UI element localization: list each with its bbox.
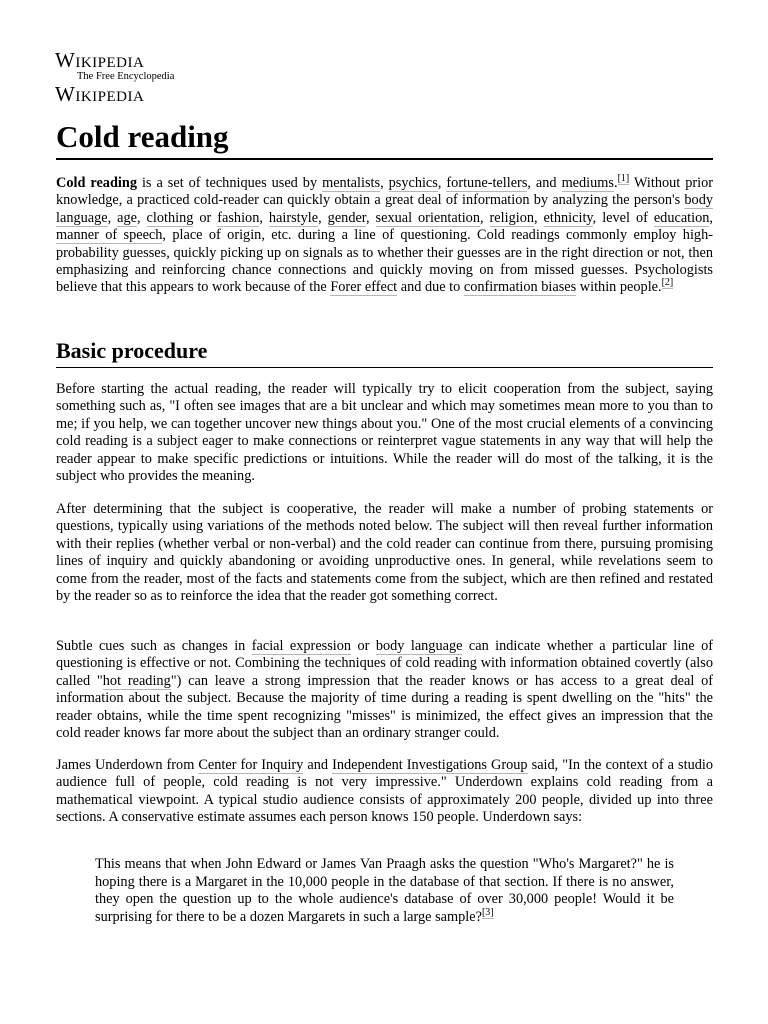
link-mentalists[interactable]: mentalists — [322, 175, 381, 191]
link-clothing[interactable]: clothing — [146, 209, 194, 226]
intro-paragraph: Cold reading is a set of techniques used by mentalists, psychics, fortune-tellers, and mediums.[1] Without prior knowledge, a practiced cold-reader can quickly obtain a great deal of information by analyzing the person's body language, age, clothing or fashion, hairstyle, gender, sexual orientation, religion, ethnicity, level of education, manner of speech, place of origin, etc. during a line of questioning. Cold readings commonly employ high-probability guesses, quickly picking up on signals as to whether their guesses are in the right direction or not, then emphasizing and reinforcing chance connections and quickly moving on from missed guesses. Psychologists believe that this appears to work because of the Forer effect and due to confirmation biases within people.[2] — [56, 173, 713, 296]
procedure-paragraph-1-wrap — [56, 381, 713, 485]
link-religion[interactable]: religion — [489, 209, 534, 226]
link-psychics[interactable]: psychics — [388, 175, 438, 191]
link-education[interactable]: education — [653, 209, 710, 226]
procedure-paragraph-4: James Underdown from Center for Inquiry and Independent Investigations Group said, "In the context of a studio audience full of people, cold reading is not very impressive." Underdown explains cold reading from a mathematical viewpoint. A typical studio audience consists of approximately 200 people, divided up into three sections. A conservative estimate assumes each person knows 150 people. Underdown says: — [56, 757, 714, 826]
section-heading-wrap — [56, 337, 713, 368]
intro-section — [56, 175, 713, 297]
link-body-language[interactable]: body language — [375, 638, 463, 654]
link-hairstyle[interactable]: hairstyle — [268, 209, 319, 226]
link-gender[interactable]: gender — [327, 209, 366, 226]
link-confirmation-biases[interactable]: confirmation biases — [463, 279, 577, 296]
link-manner-of-speech[interactable]: manner of speech — [56, 227, 163, 244]
citation-3[interactable]: [3] — [481, 906, 494, 918]
link-fashion[interactable]: fashion — [217, 209, 260, 226]
quote-text: This means that when John Edward or James Van Praagh asks the question "Who's Margaret?" he is hoping there is a Margaret in the 10,000 people in the database of that section. If there is no answer, they open the question up to the whole audience's database of over 30,000 people! Would it be surprising for there to be a dozen Margarets in such a large sample?[3] — [95, 856, 674, 925]
logo-wordmark-bottom: Wikipedia — [55, 82, 145, 106]
link-center-for-inquiry[interactable]: Center for Inquiry — [198, 757, 304, 773]
link-age[interactable]: age — [117, 209, 137, 226]
procedure-paragraph-1: Before starting the actual reading, the reader will typically try to elicit cooperation from the subject, saying something such as, "I often see images that are a bit unclear and which may sometimes mean more to you than to me; if you help, we can together uncover new things about you." One of the most crucial elements of a convincing cold reading is a subject eager to make connections or reinterpret vague statements in any way that will help the reader appear to make specific predictions or intuitions. While the reader will do most of the talking, it is the subject who provides the meaning. — [56, 381, 713, 485]
citation-1[interactable]: [1] — [617, 173, 630, 184]
section-heading: Basic procedure — [56, 337, 713, 368]
link-forer-effect[interactable]: Forer effect — [330, 279, 398, 296]
link-mediums[interactable]: mediums — [561, 175, 614, 191]
procedure-paragraph-4-wrap — [56, 757, 713, 827]
link-ethnicity[interactable]: ethnicity — [543, 209, 593, 226]
procedure-paragraph-2-wrap — [56, 501, 713, 605]
procedure-paragraph-3-wrap — [56, 638, 713, 742]
logo-tagline: The Free Encyclopedia — [77, 71, 175, 82]
link-hot-reading[interactable]: hot reading — [102, 672, 171, 689]
citation-2[interactable]: [2] — [661, 277, 674, 289]
page-title: Cold reading — [56, 118, 713, 160]
link-facial-expression[interactable]: facial expression — [251, 638, 352, 654]
logo-wordmark-top: Wikipedia — [55, 48, 145, 72]
procedure-paragraph-2: After determining that the subject is cooperative, the reader will make a number of probing statements or questions, typically using variations of the methods noted below. The subject will then reveal further information with their replies (whether verbal or non-verbal) and the cold reader can continue from there, pursuing promising lines of inquiry and quickly abandoning or avoiding unproductive ones. In general, while revelations seem to come from the reader, most of the facts and statements come from the subject, which are then refined and restated by the reader so as to reinforce the idea that the reader got something correct. — [56, 501, 713, 605]
link-sexual-orientation[interactable]: sexual orientation — [375, 209, 480, 226]
wikipedia-logo — [55, 50, 255, 105]
link-body-language[interactable]: body language — [56, 192, 713, 226]
link-fortune-tellers[interactable]: fortune-tellers — [446, 175, 528, 191]
procedure-paragraph-3: Subtle cues such as changes in facial expression or body language can indicate whether a particular line of questioning is effective or not. Combining the techniques of cold reading with information obtained covertly (also called "hot reading") can leave a strong impression that the reader knows or has access to a great deal of information about the subject. Because the majority of time during a reading is spent dwelling on the "hits" the reader obtains, while the time spent recognizing "misses" is minimized, the effect gives an impression that the cold reader knows far more about the subject than an ordinary stranger could. — [56, 638, 714, 742]
block-quote — [95, 856, 674, 926]
link-independent-investigations-group[interactable]: Independent Investigations Group — [332, 757, 528, 773]
term-bold: Cold reading — [56, 175, 137, 191]
